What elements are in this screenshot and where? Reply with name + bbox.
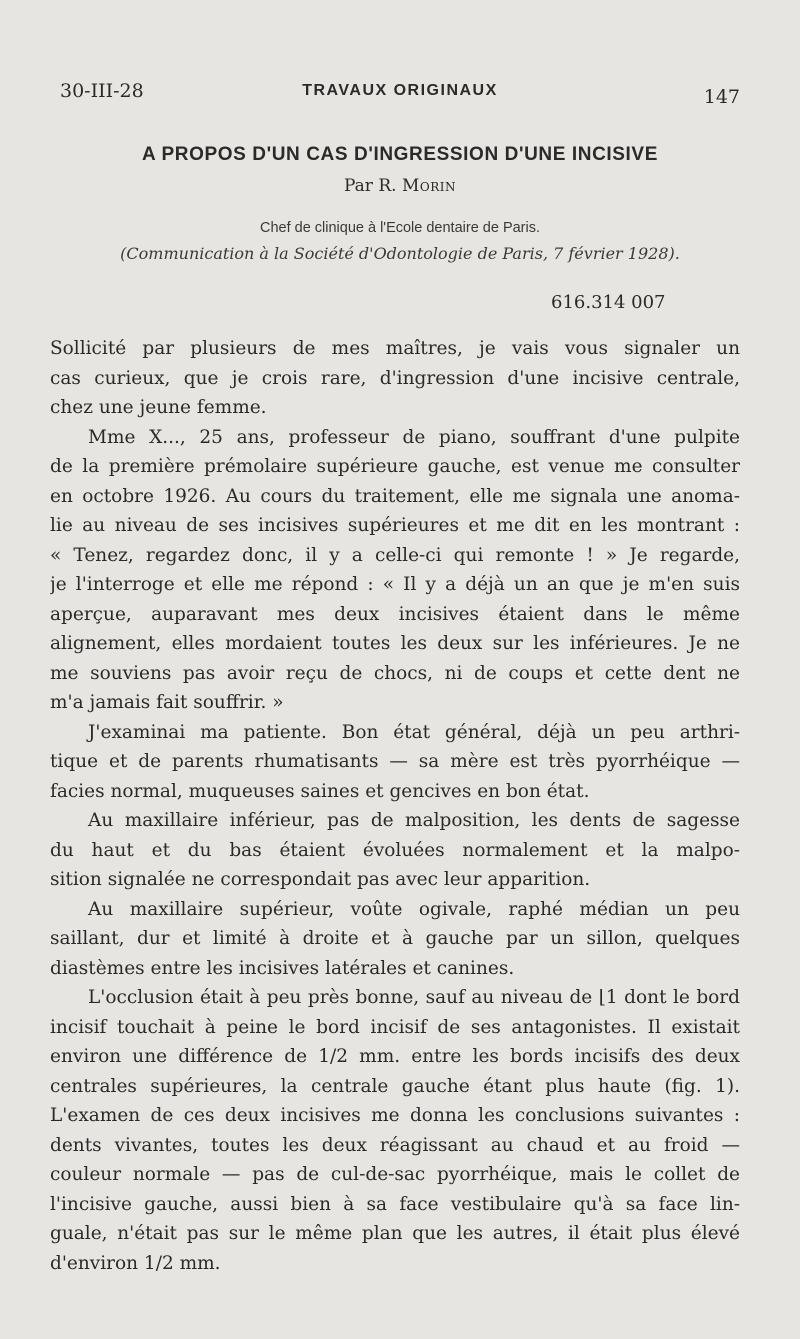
author-line: [0, 176, 800, 196]
body-line: alignement, elles mordaient toutes les deux sur les inférieures. Je ne: [50, 633, 740, 654]
body-line: Sollicité par plusieurs de mes maîtres, je vais vous signaler un: [50, 338, 740, 359]
header-section-title: TRAVAUX ORIGINAUX: [302, 82, 498, 99]
body-line: tique et de parents rhumatisants — sa mère est très pyorrhéique —: [50, 751, 740, 772]
body-line: facies normal, muqueuses saines et gencives en bon état.: [50, 780, 590, 802]
body-line: l'incisive gauche, aussi bien à sa face vestibulaire qu'à sa face lin-: [50, 1193, 740, 1215]
body-line: en octobre 1926. Au cours du traitement, elle me signala une anoma-: [50, 485, 740, 507]
body-line: d'environ 1/2 mm.: [50, 1252, 221, 1274]
body-line: cas curieux, que je crois rare, d'ingression d'une incisive centrale,: [50, 367, 740, 389]
header-date: 30-III-28: [60, 80, 144, 102]
body-line: Au maxillaire supérieur, voûte ogivale, raphé médian un peu: [88, 898, 740, 920]
body-line: sition signalée ne correspondait pas avec leur apparition.: [50, 869, 591, 890]
body-line: guale, n'était pas sur le même plan que les autres, il était plus élevé: [50, 1223, 740, 1244]
body-line: du haut et du bas étaient évoluées normalement et la malpo-: [50, 839, 740, 861]
body-line: je l'interroge et elle me répond : « Il y a déjà un an que je m'en suis: [50, 574, 740, 595]
body-line: L'examen de ces deux incisives me donna les conclusions suivantes :: [50, 1105, 740, 1126]
body-line: incisif touchait à peine le bord incisif de ses antagonistes. Il existait: [50, 1016, 740, 1038]
body-line: couleur normale — pas de cul-de-sac pyorrhéique, mais le collet de: [50, 1164, 740, 1185]
author-name: Morin: [401, 176, 456, 196]
body-line: Au maxillaire inférieur, pas de malposition, les dents de sagesse: [88, 810, 740, 831]
body-line: J'examinai ma patiente. Bon état général, déjà un peu arthri-: [88, 721, 740, 743]
author-prefix: Par R.: [344, 176, 397, 196]
body-line: « Tenez, regardez donc, il y a celle-ci qui remonte ! » Je regarde,: [50, 544, 740, 566]
running-header: [60, 80, 740, 106]
classification-number: 616.314 007: [551, 292, 666, 313]
body-line: de la première prémolaire supérieure gauche, est venue me consulter: [50, 456, 740, 477]
body-line: Mme X..., 25 ans, professeur de piano, souffrant d'une pulpite: [88, 426, 740, 448]
body-line: saillant, dur et limité à droite et à gauche par un sillon, quelques: [50, 928, 740, 949]
body-line: centrales supérieures, la centrale gauche étant plus haute (fig. 1).: [50, 1075, 740, 1097]
article-body: [50, 334, 740, 1278]
body-line: L'occlusion était à peu près bonne, sauf au niveau de ⌊1 dont le bord: [88, 987, 740, 1008]
body-line: chez une jeune femme.: [50, 397, 267, 418]
body-line: dents vivantes, toutes les deux réagissant au chaud et au froid —: [50, 1134, 740, 1156]
page-number: 147: [703, 86, 740, 108]
body-line: lie au niveau de ses incisives supérieures et me dit en les montrant :: [50, 515, 740, 536]
communication-note: (Communication à la Société d'Odontologie de Paris, 7 février 1928).: [120, 244, 680, 263]
body-line: m'a jamais fait souffrir. »: [50, 692, 284, 713]
author-affiliation: Chef de clinique à l'Ecole dentaire de Paris.: [259, 220, 541, 236]
body-line: aperçue, auparavant mes deux incisives étaient dans le même: [50, 603, 740, 625]
body-line: environ une différence de 1/2 mm. entre les bords incisifs des deux: [50, 1046, 740, 1067]
body-line: diastèmes entre les incisives latérales et canines.: [50, 957, 515, 979]
article-title: A PROPOS D'UN CAS D'INGRESSION D'UNE INCISIVE: [142, 144, 658, 165]
body-line: me souviens pas avoir reçu de chocs, ni de coups et cette dent ne: [50, 662, 740, 684]
